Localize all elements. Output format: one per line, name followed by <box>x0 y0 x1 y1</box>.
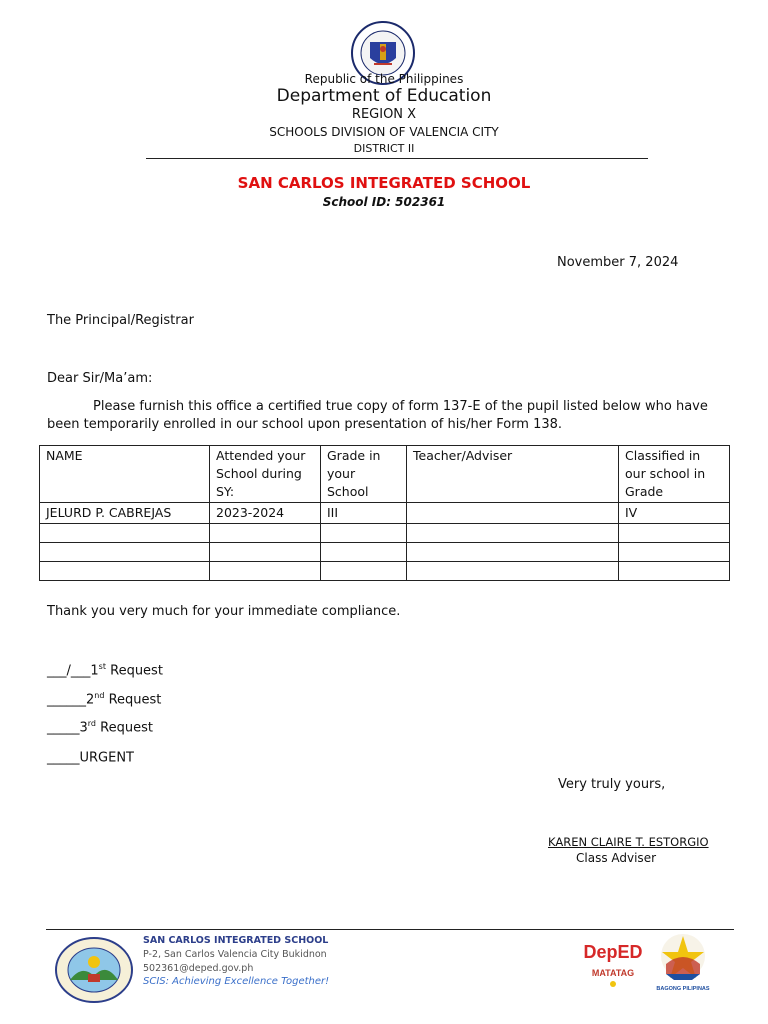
letter-date: November 7, 2024 <box>557 255 679 270</box>
school-name: SAN CARLOS INTEGRATED SCHOOL <box>237 174 531 192</box>
table-header-cell: Teacher/Adviser <box>407 446 619 503</box>
header-divider <box>146 158 648 159</box>
request-label: Request <box>104 692 162 708</box>
request-blank: ___/___ <box>47 663 91 679</box>
request-label: Request <box>96 720 153 736</box>
bagong-pilipinas-text: BAGONG PILIPINAS <box>656 986 710 992</box>
district-label: DISTRICT II <box>353 142 415 155</box>
department-title: Department of Education <box>276 86 492 106</box>
request-suffix: nd <box>94 691 105 700</box>
request-suffix: st <box>98 662 106 671</box>
deped-matatag-logo <box>582 934 644 990</box>
signer-name: KAREN CLAIRE T. ESTORGIO <box>548 835 709 849</box>
footer-school-name: SAN CARLOS INTEGRATED SCHOOL <box>143 935 329 946</box>
republic-label: Republic of the Philippines <box>304 72 464 86</box>
salutation: Dear Sir/Ma’am: <box>47 371 153 386</box>
footer-address: P-2, San Carlos Valencia City Bukidnon <box>143 949 327 960</box>
request-blank: ______ <box>47 692 86 708</box>
table-cell <box>407 503 619 524</box>
table-row-empty <box>40 524 730 543</box>
table-header-cell: NAME <box>40 446 210 503</box>
footer-tagline: SCIS: Achieving Excellence Together! <box>143 976 330 987</box>
table-header-cell: Attended your School during SY: <box>210 446 321 503</box>
school-id: School ID: 502361 <box>322 195 446 209</box>
thanks-text: Thank you very much for your immediate compliance. <box>47 604 401 619</box>
request-label: Request <box>105 663 163 679</box>
school-seal-logo <box>54 936 134 1004</box>
pupil-table <box>39 445 730 581</box>
table-header-cell: Classified in our school in Grade <box>619 446 730 503</box>
letter-body <box>47 398 727 434</box>
footer-email: 502361@deped.gov.ph <box>143 963 254 974</box>
closing-text: Very truly yours, <box>558 777 666 792</box>
table-row-empty <box>40 562 730 581</box>
division-label: SCHOOLS DIVISION OF VALENCIA CITY <box>269 125 499 139</box>
table-cell: III <box>321 503 407 524</box>
table-cell: 2023-2024 <box>210 503 321 524</box>
request-blank: _____ <box>47 750 80 766</box>
table-row-empty <box>40 543 730 562</box>
table-header-cell: Grade in your School <box>321 446 407 503</box>
table-cell: IV <box>619 503 730 524</box>
signer-position: Class Adviser <box>576 851 657 865</box>
request-line-1 <box>47 662 163 678</box>
request-ordinal: 1 <box>90 663 99 679</box>
table-cell: JELURD P. CABREJAS <box>40 503 210 524</box>
deped-logo-text: DepED <box>583 942 643 962</box>
request-blank: _____ <box>47 720 80 736</box>
request-ordinal: 3 <box>79 720 88 736</box>
matatag-logo-text: MATATAG <box>591 968 635 978</box>
request-line-urgent <box>47 749 134 765</box>
request-line-2 <box>47 691 161 707</box>
request-suffix: rd <box>87 719 97 728</box>
table-row <box>40 503 730 524</box>
footer-divider <box>46 929 734 930</box>
request-line-3 <box>47 719 153 735</box>
request-ordinal: 2 <box>86 692 95 708</box>
region-label: REGION X <box>351 107 417 122</box>
addressee: The Principal/Registrar <box>47 313 194 328</box>
bagong-pilipinas-logo <box>652 930 714 992</box>
request-ordinal: URGENT <box>79 750 135 766</box>
letter-body-text: Please furnish this office a certified true copy of form 137-E of the pupil listed below who have been temporarily enrolled in our school upon presentation of his/her Form 138. <box>47 399 708 432</box>
table-header-row <box>40 446 730 503</box>
